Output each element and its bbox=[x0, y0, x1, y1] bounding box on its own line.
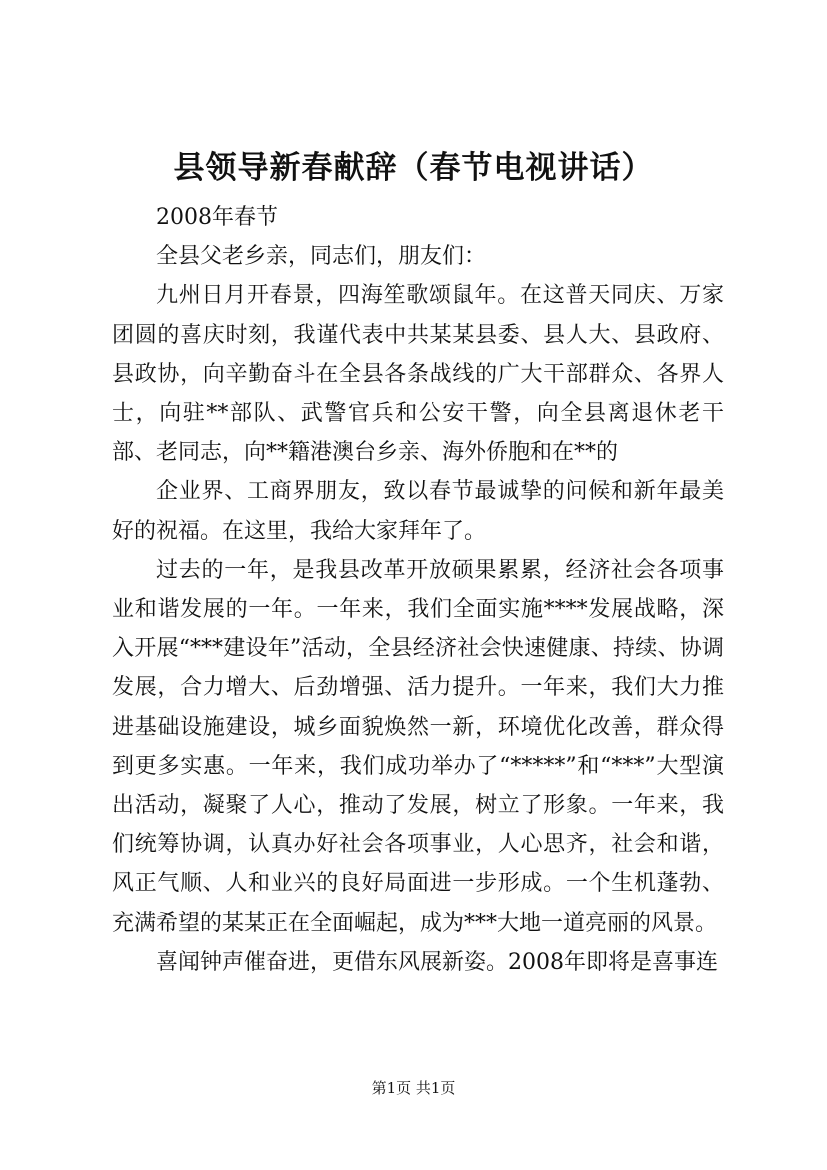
paragraph-salutation: 全县父老乡亲，同志们，朋友们： bbox=[156, 244, 487, 270]
document-body bbox=[112, 198, 724, 982]
page-footer: 第1页 共1页 bbox=[371, 1079, 456, 1097]
paragraph-blessing: 企业界、工商界朋友，致以春节最诚挚的问候和新年最美好的祝福。在这里，我给大家拜年了。 bbox=[112, 479, 724, 544]
paragraph-outlook: 喜闻钟声催奋进，更借东风展新姿。2008年即将是喜事连 bbox=[156, 949, 718, 975]
document-title: 县领导新春献辞（春节电视讲话） bbox=[173, 150, 654, 186]
paragraph-review: 过去的一年，是我县改革开放硕果累累，经济社会各项事业和谐发展的一年。一年来，我们全面实施****发展战略，深入开展“***建设年”活动，全县经济社会快速健康、持续、协调发展，合力增大、后劲增强、活力提升。一年来，我们大力推进基础设施建设，城乡面貌焕然一新，环境优化改善，群众得到更多实惠。一年来，我们成功举办了“*****”和“***”大型演出活动，凝聚了人心，推动了发展，树立了形象。一年来，我们统筹协调，认真办好社会各项事业，人心思齐，社会和谐，风正气顺、人和业兴的良好局面进一步形成。一个生机蓬勃、充满希望的某某正在全面崛起，成为***大地一道亮丽的风景。 bbox=[112, 557, 724, 936]
paragraph-date: 2008年春节 bbox=[156, 205, 278, 230]
paragraph-greeting: 九州日月开春景，四海笙歌颂鼠年。在这普天同庆、万家团圆的喜庆时刻，我谨代表中共某某县委、县人大、县政府、县政协，向辛勤奋斗在全县各条战线的广大干部群众、各界人士，向驻**部队、武警官兵和公安干警，向全县离退休老干部、老同志，向**籍港澳台乡亲、海外侨胞和在**的 bbox=[112, 283, 724, 466]
